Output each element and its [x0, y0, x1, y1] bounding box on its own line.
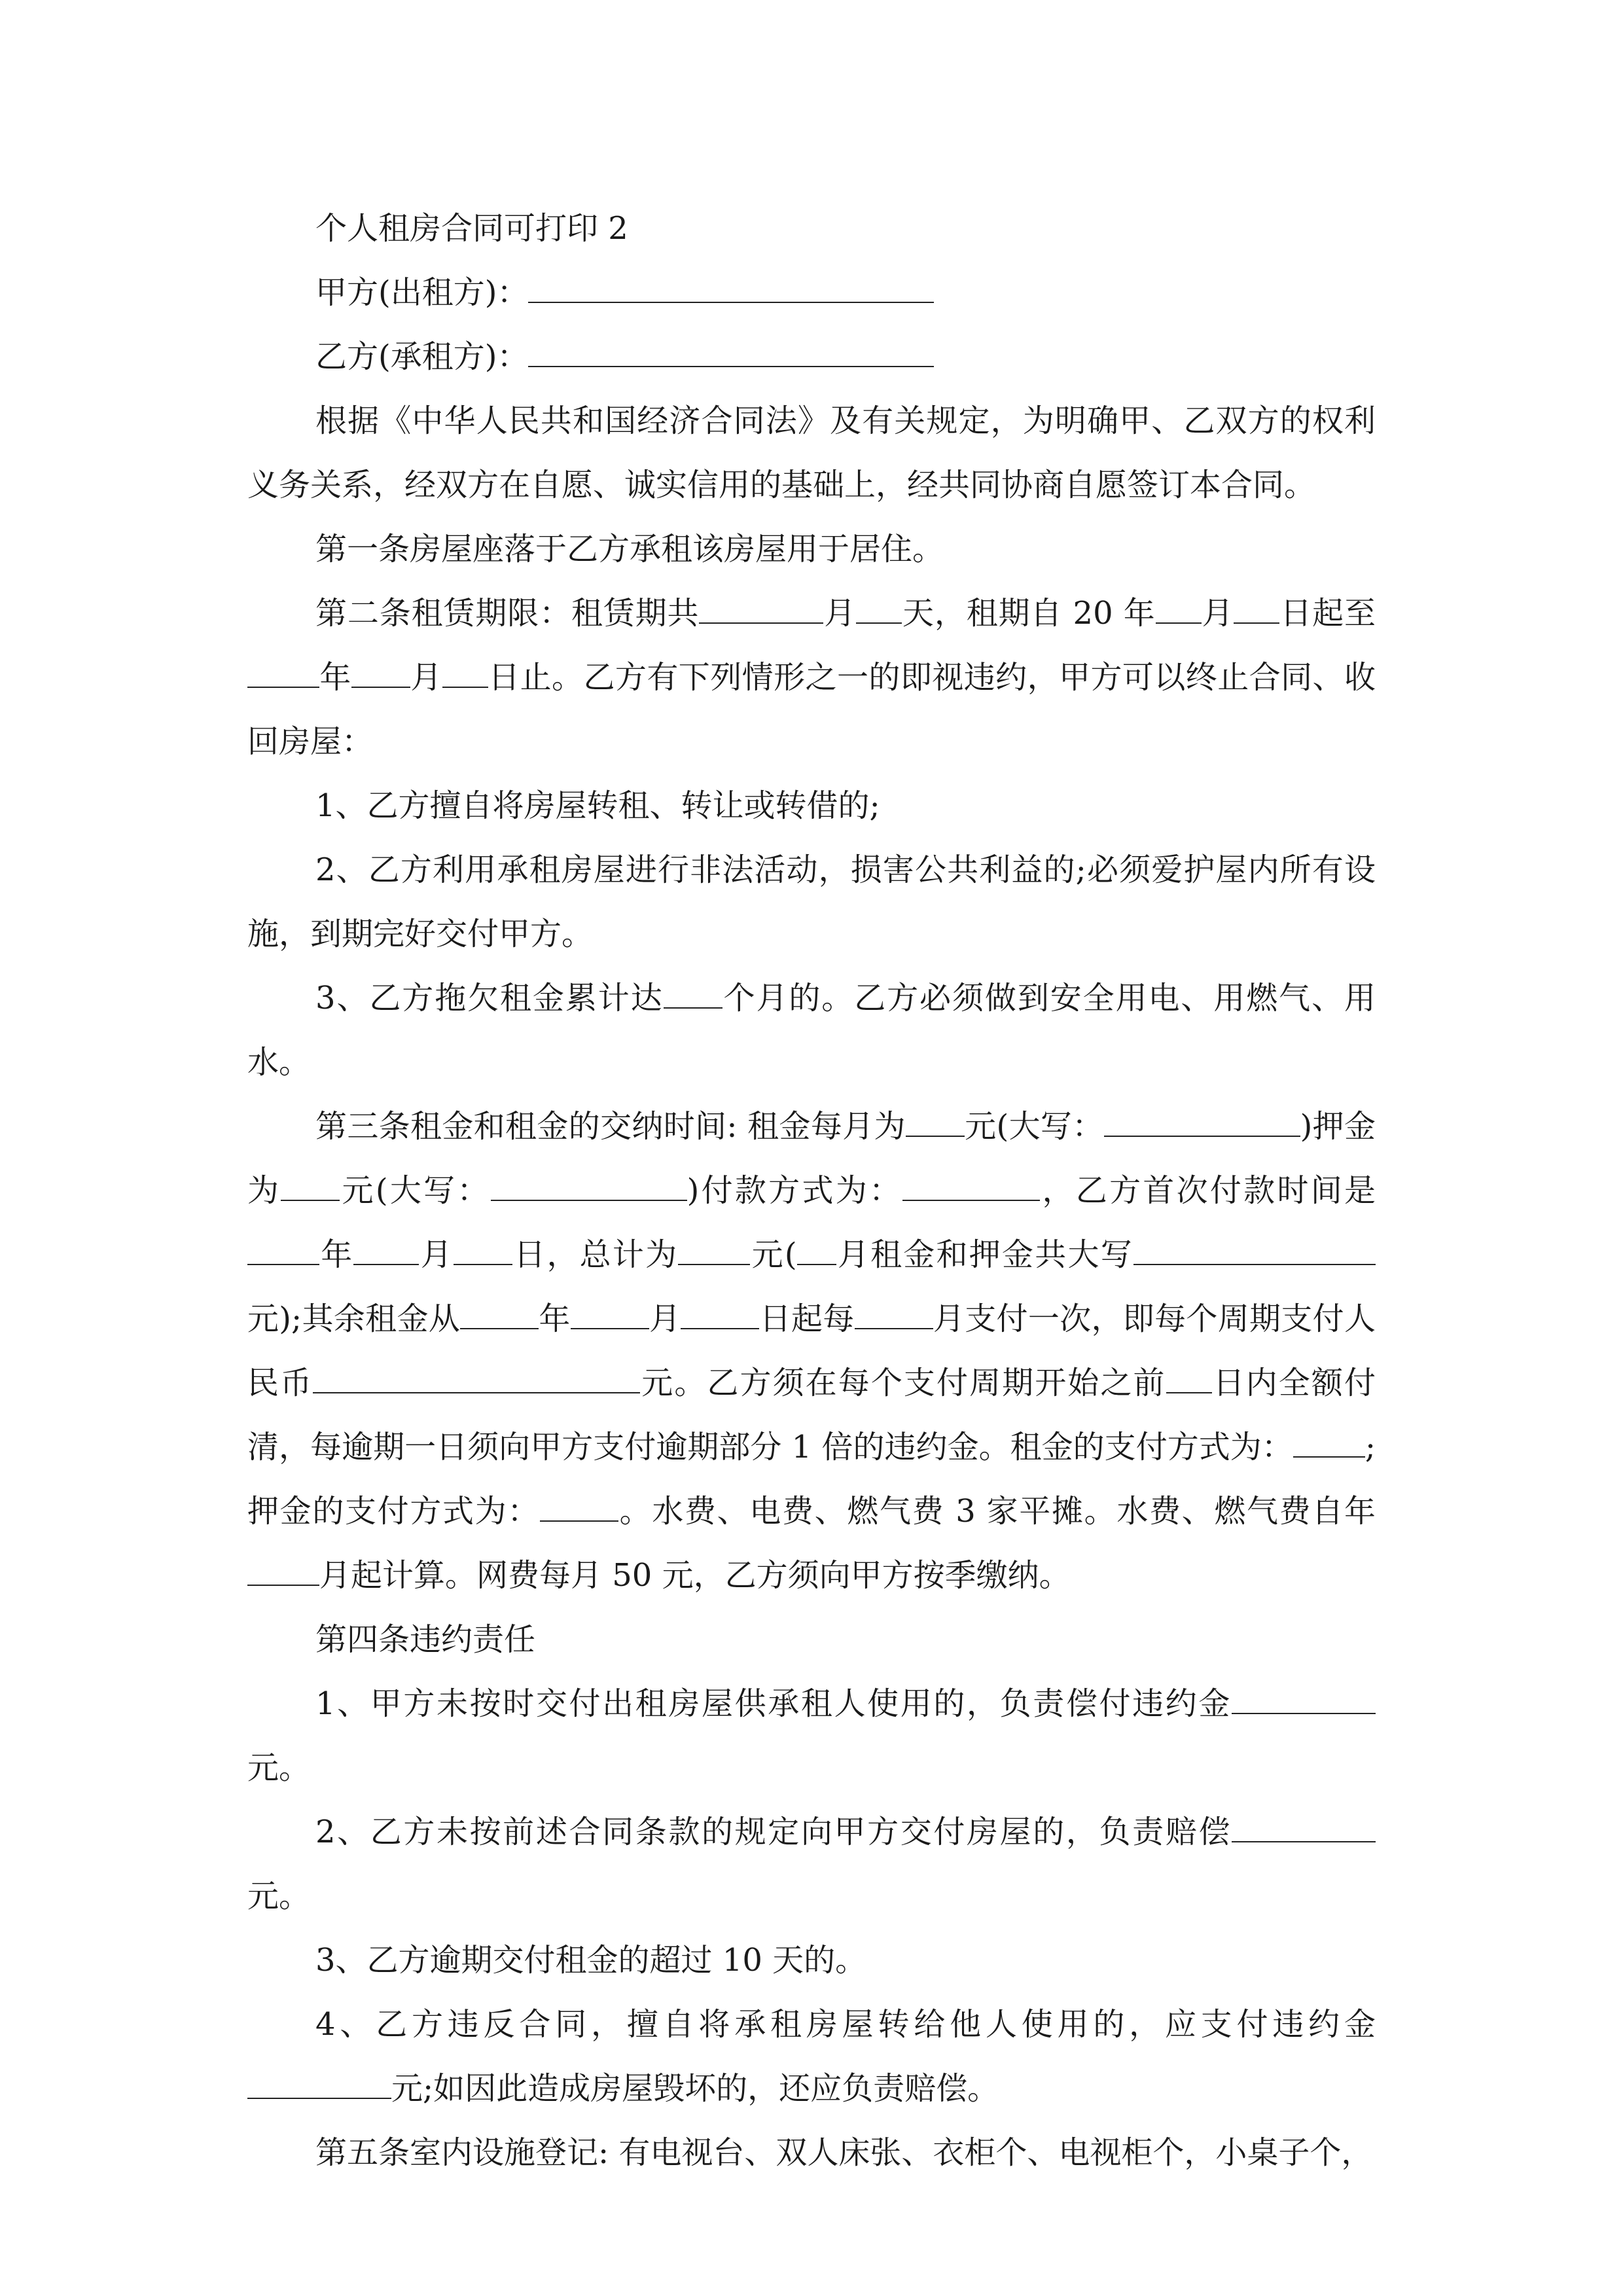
art3-text: 年 [539, 1300, 571, 1337]
document-title: 个人租房合同可打印 2 [315, 210, 628, 247]
total-uppercase-blank[interactable] [1133, 1235, 1376, 1265]
first-pay-year-blank[interactable] [247, 1235, 319, 1265]
art4-item4-text: 4、乙方违反合同，擅自将承租房屋转给他人使用的，应支付违约金 [315, 2006, 1376, 2043]
art2-text: 月 [823, 595, 857, 632]
art3-text: 月 [419, 1236, 454, 1273]
art4-item2-text: 元。 [247, 1878, 311, 1914]
art2-text: 年 [319, 659, 351, 696]
party-b-line [247, 325, 1376, 389]
art3-text: ，乙方首次付款时间是 [1040, 1172, 1376, 1209]
deposit-pay-method-blank[interactable] [540, 1492, 618, 1522]
penalty-c-blank[interactable] [247, 2069, 391, 2099]
article-5: 第五条室内设施登记: 有电视台、双人床张、衣柜个、电视柜个，小桌子个， [315, 2134, 1373, 2171]
monthly-rent-blank[interactable] [906, 1107, 965, 1137]
intro-paragraph: 根据《中华人民共和国经济合同法》及有关规定，为明确甲、乙双方的权利义务关系，经双方在自愿、诚实信用的基础上，经共同协商自愿签订本合同。 [247, 403, 1376, 503]
art2-item-1: 1、乙方擅自将房屋转租、转让或转借的; [315, 787, 880, 824]
art3-text: 元(大写： [964, 1108, 1104, 1145]
months-blank[interactable] [797, 1235, 836, 1265]
overdue-months-blank[interactable] [664, 978, 722, 1009]
art4-item-4 [247, 1992, 1376, 2121]
art2-text: 第二条租赁期限：租赁期共 [315, 595, 700, 632]
start-day-blank[interactable] [1234, 594, 1279, 624]
rent-pay-method-blank[interactable] [1293, 1427, 1365, 1458]
end-year-blank[interactable] [247, 658, 319, 688]
article-3 [247, 1094, 1376, 1607]
art3-text: 元(大写： [340, 1172, 491, 1209]
art2-text: 月 [1201, 595, 1234, 632]
art4-item1-text: 1、甲方未按时交付出租房屋供承租人使用的，负责偿付违约金 [315, 1685, 1232, 1722]
article-4-title: 第四条违约责任 [315, 1621, 536, 1658]
art3-text: 日，总计为 [512, 1236, 679, 1273]
art4-item-3: 3、乙方逾期交付租金的超过 10 天的。 [315, 1942, 867, 1979]
period-months-blank[interactable] [855, 1299, 933, 1329]
first-pay-day-blank[interactable] [454, 1235, 512, 1265]
art3-text: 月起计算。网费每月 50 元，乙方须向甲方按季缴纳。 [319, 1557, 1071, 1594]
rest-start-year-blank[interactable] [460, 1299, 539, 1329]
art4-item-2 [247, 1800, 1376, 1928]
party-a-label: 甲方(出租方)： [315, 274, 529, 311]
art2-item-2: 2、乙方利用承租房屋进行非法活动，损害公共利益的;必须爱护屋内所有设施，到期完好交付甲方。 [247, 852, 1376, 952]
art2-item-3 [247, 966, 1376, 1094]
rest-start-month-blank[interactable] [571, 1299, 649, 1329]
deposit-uppercase-blank[interactable] [491, 1171, 687, 1201]
utility-start-month-blank[interactable] [247, 1556, 319, 1586]
art3-text: )付款方式为： [687, 1172, 903, 1209]
penalty-b-blank[interactable] [1232, 1812, 1376, 1842]
days-before-blank[interactable] [1166, 1363, 1212, 1393]
art2-text: 天，租期自 20 年 [902, 595, 1156, 632]
art3-text: 月租金和押金共大写 [836, 1236, 1133, 1273]
art3-text: 第三条租金和租金的交纳时间: 租金每月为 [315, 1108, 906, 1145]
lease-days-blank[interactable] [856, 594, 902, 624]
lease-months-blank[interactable] [699, 594, 823, 624]
party-a-line [247, 260, 1376, 325]
payment-method-blank[interactable] [902, 1171, 1040, 1201]
art3-text: 日起每 [759, 1300, 855, 1337]
art3-text: 月 [649, 1300, 681, 1337]
art3-text: 元( [750, 1236, 797, 1273]
art2-item3-text: 3、乙方拖欠租金累计达 [315, 980, 664, 1016]
article-1: 第一条房屋座落于乙方承租该房屋用于居住。 [315, 531, 944, 567]
end-month-blank[interactable] [351, 658, 410, 688]
art3-text: 元);其余租金从 [247, 1300, 461, 1337]
art3-text: ;押金的支付方式为： [247, 1429, 1376, 1530]
art4-item1-text: 元。 [247, 1749, 311, 1786]
art2-text: 日止。乙方有下列情形之一的即视违约，甲方可以终止合同、收回房屋： [247, 659, 1376, 760]
end-day-blank[interactable] [442, 658, 488, 688]
art3-text: 月支付一次，即每个周期支付人民币 [247, 1300, 1376, 1401]
period-amount-blank[interactable] [313, 1363, 640, 1393]
party-a-blank[interactable] [528, 273, 934, 303]
art2-text: 月 [410, 659, 442, 696]
art3-text: )押金为 [247, 1108, 1376, 1209]
first-pay-month-blank[interactable] [353, 1235, 419, 1265]
total-amount-blank[interactable] [678, 1235, 750, 1265]
party-b-blank[interactable] [528, 337, 934, 367]
penalty-a-blank[interactable] [1232, 1684, 1376, 1714]
start-month-blank[interactable] [1156, 594, 1202, 624]
art4-item-1 [247, 1672, 1376, 1800]
rent-uppercase-blank[interactable] [1104, 1107, 1300, 1137]
deposit-blank[interactable] [281, 1171, 340, 1201]
art4-item4-text: 元;如因此造成房屋毁坏的，还应负责赔偿。 [391, 2070, 999, 2107]
art3-text: 元。乙方须在每个支付周期开始之前 [640, 1365, 1166, 1401]
art2-item3-text: 个月的。乙方必须做到安全用电、用燃气、用水。 [247, 980, 1376, 1081]
art3-text: 日内全额付清，每逾期一日须向甲方支付逾期部分 1 倍的违约金。租金的支付方式为： [247, 1365, 1376, 1465]
art4-item2-text: 2、乙方未按前述合同条款的规定向甲方交付房屋的，负责赔偿 [315, 1814, 1232, 1850]
article-2 [247, 581, 1376, 774]
art3-text: 年 [319, 1236, 354, 1273]
party-b-label: 乙方(承租方)： [315, 338, 529, 375]
art3-text: 。水费、电费、燃气费 3 家平摊。水费、燃气费自年 [618, 1493, 1376, 1530]
art2-text: 日起至 [1279, 595, 1376, 632]
rest-start-day-blank[interactable] [681, 1299, 759, 1329]
